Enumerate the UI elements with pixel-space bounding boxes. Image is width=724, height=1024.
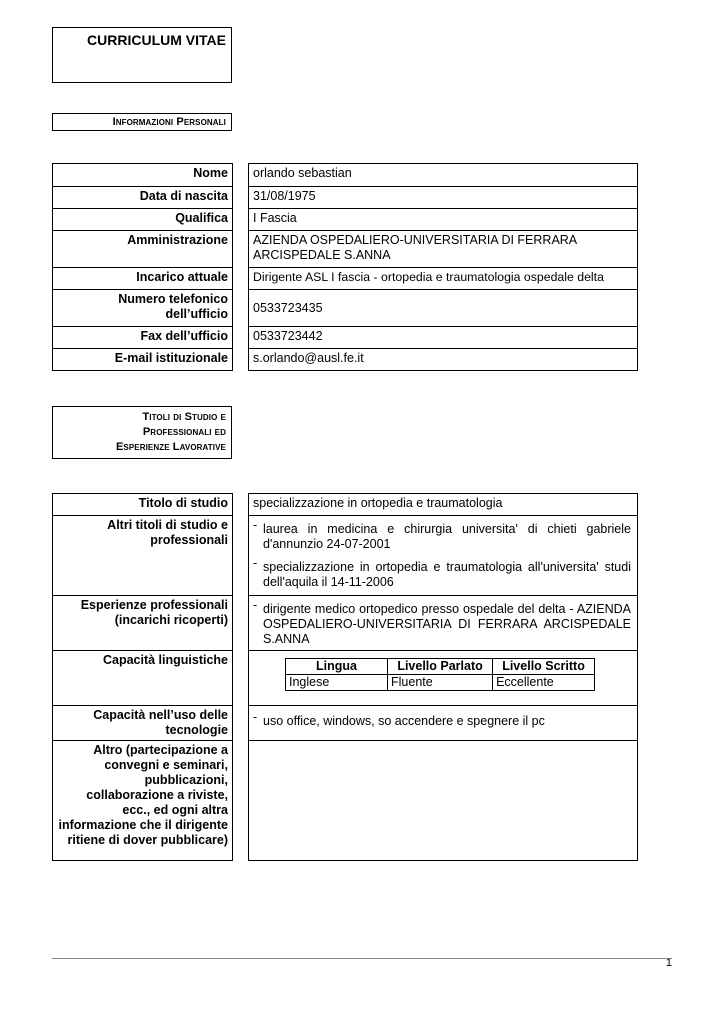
table-row [286,675,595,691]
value-esperienze [249,596,638,651]
list-item: - uso office, windows, so accendere e spegnere il pc [253,710,545,728]
cv-title-box [52,27,232,83]
label-esperienze: Esperienze professionali (incarichi ricoperti) [53,596,233,651]
value-altri-titoli [249,516,638,596]
label-qualifica: Qualifica [53,209,233,231]
section-studies-line-3: Esperienze Lavorative [115,441,226,453]
language-header-row [286,659,595,675]
section-personal-info [52,113,232,131]
language-table [285,658,595,691]
row-lingue [53,651,638,706]
footer-divider [52,958,672,959]
header-lingua: Lingua [286,659,388,675]
page-number: 1 [665,957,672,969]
row-altri-titoli [53,516,638,596]
value-titolo: specializzazione in ortopedia e traumatologia [249,494,638,516]
label-data-nascita: Data di nascita [53,187,233,209]
row-incarico [53,268,638,290]
cell-lingua: Inglese [286,675,388,691]
value-telefono: 0533723435 [249,290,638,327]
row-qualifica [53,209,638,231]
label-lingue: Capacità linguistiche [53,651,233,706]
cell-scritto: Eccellente [493,675,595,691]
cv-title: CURRICULUM VITAE [87,32,226,48]
value-incarico: Dirigente ASL I fascia - ortopedia e traumatologia ospedale delta [249,268,638,290]
list-item: - dirigente medico ortopedico presso ospedale del delta - AZIENDA OSPEDALIERO-UNIVERSITARIA DI FERRARA ARCISPEDALE S.ANNA [253,598,631,646]
row-email [53,349,638,371]
header-parlato: Livello Parlato [388,659,493,675]
studies-table [52,493,638,861]
value-lingue [249,651,638,706]
row-data-nascita [53,187,638,209]
list-item: - specializzazione in ortopedia e traumatologia all'universita' studi dell'aquila il 14-11-2006 [253,556,631,589]
label-tecnologie: Capacità nell’uso delle tecnologie [53,706,233,741]
value-amministrazione: AZIENDA OSPEDALIERO-UNIVERSITARIA DI FERRARA ARCISPEDALE S.ANNA [249,231,638,268]
row-amministrazione [53,231,638,268]
value-fax: 0533723442 [249,327,638,349]
section-studies [52,406,232,459]
personal-info-table [52,163,638,371]
value-tecnologie [249,706,638,741]
row-titolo [53,494,638,516]
value-nome: orlando sebastian [249,164,638,187]
value-qualifica: I Fascia [249,209,638,231]
row-nome [53,164,638,187]
label-amministrazione: Amministrazione [53,231,233,268]
value-email: s.orlando@ausl.fe.it [249,349,638,371]
label-titolo: Titolo di studio [53,494,233,516]
header-scritto: Livello Scritto [493,659,595,675]
label-fax: Fax dell’ufficio [53,327,233,349]
section-studies-line-1: Titoli di Studio e [142,411,226,423]
value-data-nascita: 31/08/1975 [249,187,638,209]
row-telefono [53,290,638,327]
cell-parlato: Fluente [388,675,493,691]
label-email: E-mail istituzionale [53,349,233,371]
row-tecnologie [53,706,638,741]
row-fax [53,327,638,349]
label-nome: Nome [53,164,233,187]
list-item: - laurea in medicina e chirurgia universita' di chieti gabriele d'annunzio 24-07-2001 [253,518,631,551]
label-altri-titoli: Altri titoli di studio e professionali [53,516,233,596]
label-telefono: Numero telefonico dell’ufficio [53,290,233,327]
section-studies-line-2: Professionali ed [142,426,226,438]
row-esperienze [53,596,638,651]
value-altro [249,741,638,861]
label-altro: Altro (partecipazione a convegni e seminari, pubblicazioni, collaborazione a riviste, ecc., ed ogni altra informazione che il dirigente ritiene di dover pubblicare) [53,741,233,861]
label-incarico: Incarico attuale [53,268,233,290]
section-personal-label: Informazioni Personali [112,116,226,128]
row-altro [53,741,638,861]
